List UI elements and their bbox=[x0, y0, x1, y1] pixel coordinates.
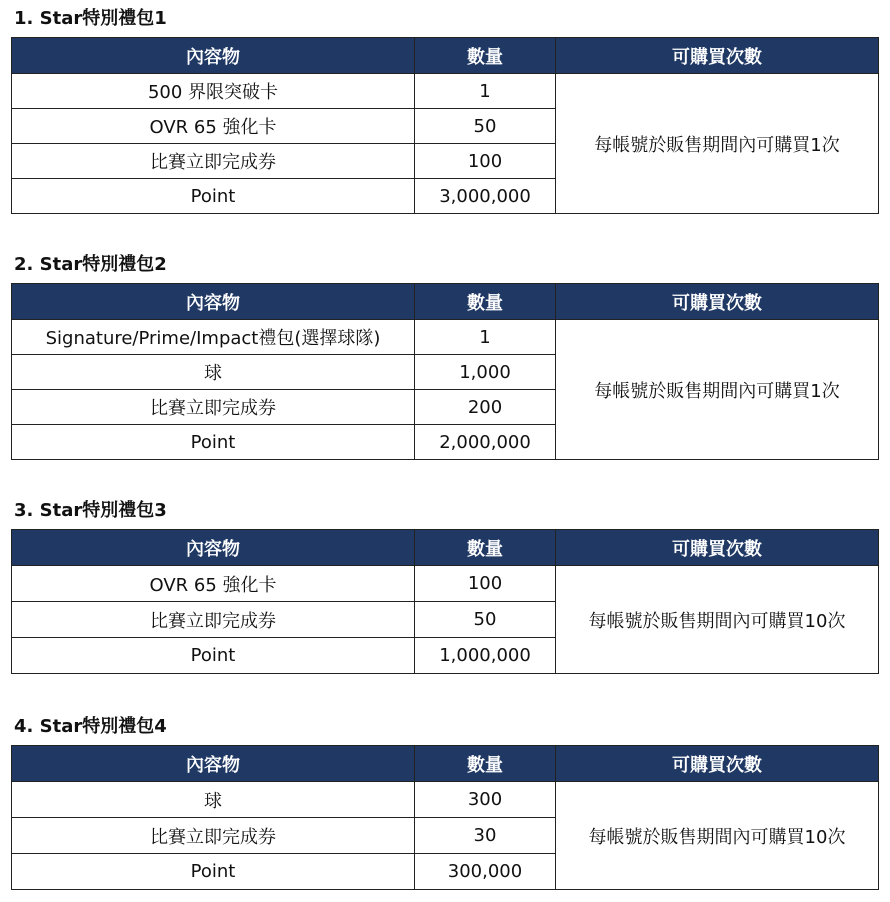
pack-table bbox=[11, 745, 879, 890]
qty-cell: 1,000 bbox=[415, 355, 556, 390]
table-row bbox=[12, 782, 879, 818]
qty-cell: 200 bbox=[415, 390, 556, 425]
limit-cell: 每帳號於販售期間內可購買1次 bbox=[556, 74, 879, 214]
pack-section-2 bbox=[11, 253, 878, 459]
header-qty: 數量 bbox=[415, 38, 556, 74]
table-row bbox=[12, 320, 879, 355]
pack-title: 1. Star特別禮包1 bbox=[14, 8, 167, 29]
header-content: 內容物 bbox=[12, 284, 415, 320]
header-row bbox=[12, 38, 879, 74]
header-row bbox=[12, 746, 879, 782]
table-row bbox=[12, 566, 879, 602]
item-cell: Point bbox=[12, 179, 415, 214]
pack-title: 3. Star特別禮包3 bbox=[14, 500, 167, 521]
item-cell: 500 界限突破卡 bbox=[12, 74, 415, 109]
qty-cell: 1 bbox=[415, 320, 556, 355]
item-cell: Point bbox=[12, 638, 415, 674]
item-cell: OVR 65 強化卡 bbox=[12, 109, 415, 144]
item-cell: 球 bbox=[12, 782, 415, 818]
item-cell: 比賽立即完成券 bbox=[12, 818, 415, 854]
limit-cell: 每帳號於販售期間內可購買1次 bbox=[556, 320, 879, 460]
header-row bbox=[12, 284, 879, 320]
header-limit: 可購買次數 bbox=[556, 530, 879, 566]
pack-section-3 bbox=[11, 499, 878, 674]
item-cell: Signature/Prime/Impact禮包(選擇球隊) bbox=[12, 320, 415, 355]
pack-section-1 bbox=[11, 7, 878, 213]
qty-cell: 100 bbox=[415, 566, 556, 602]
qty-cell: 50 bbox=[415, 109, 556, 144]
pack-title: 4. Star特別禮包4 bbox=[14, 716, 167, 737]
header-limit: 可購買次數 bbox=[556, 38, 879, 74]
qty-cell: 2,000,000 bbox=[415, 425, 556, 460]
header-qty: 數量 bbox=[415, 284, 556, 320]
item-cell: 比賽立即完成券 bbox=[12, 144, 415, 179]
header-limit: 可購買次數 bbox=[556, 746, 879, 782]
header-qty: 數量 bbox=[415, 746, 556, 782]
pack-section-4 bbox=[11, 715, 878, 890]
header-content: 內容物 bbox=[12, 530, 415, 566]
item-cell: 比賽立即完成券 bbox=[12, 390, 415, 425]
item-cell: 比賽立即完成券 bbox=[12, 602, 415, 638]
qty-cell: 50 bbox=[415, 602, 556, 638]
limit-cell: 每帳號於販售期間內可購買10次 bbox=[556, 782, 879, 890]
qty-cell: 100 bbox=[415, 144, 556, 179]
qty-cell: 3,000,000 bbox=[415, 179, 556, 214]
qty-cell: 30 bbox=[415, 818, 556, 854]
pack-table bbox=[11, 529, 879, 674]
pack-title: 2. Star特別禮包2 bbox=[14, 254, 167, 275]
qty-cell: 300,000 bbox=[415, 854, 556, 890]
header-content: 內容物 bbox=[12, 38, 415, 74]
header-qty: 數量 bbox=[415, 530, 556, 566]
qty-cell: 1,000,000 bbox=[415, 638, 556, 674]
item-cell: 球 bbox=[12, 355, 415, 390]
item-cell: Point bbox=[12, 425, 415, 460]
table-row bbox=[12, 74, 879, 109]
header-content: 內容物 bbox=[12, 746, 415, 782]
header-limit: 可購買次數 bbox=[556, 284, 879, 320]
item-cell: Point bbox=[12, 854, 415, 890]
pack-table bbox=[11, 37, 879, 214]
header-row bbox=[12, 530, 879, 566]
item-cell: OVR 65 強化卡 bbox=[12, 566, 415, 602]
pack-table bbox=[11, 283, 879, 460]
qty-cell: 300 bbox=[415, 782, 556, 818]
limit-cell: 每帳號於販售期間內可購買10次 bbox=[556, 566, 879, 674]
qty-cell: 1 bbox=[415, 74, 556, 109]
